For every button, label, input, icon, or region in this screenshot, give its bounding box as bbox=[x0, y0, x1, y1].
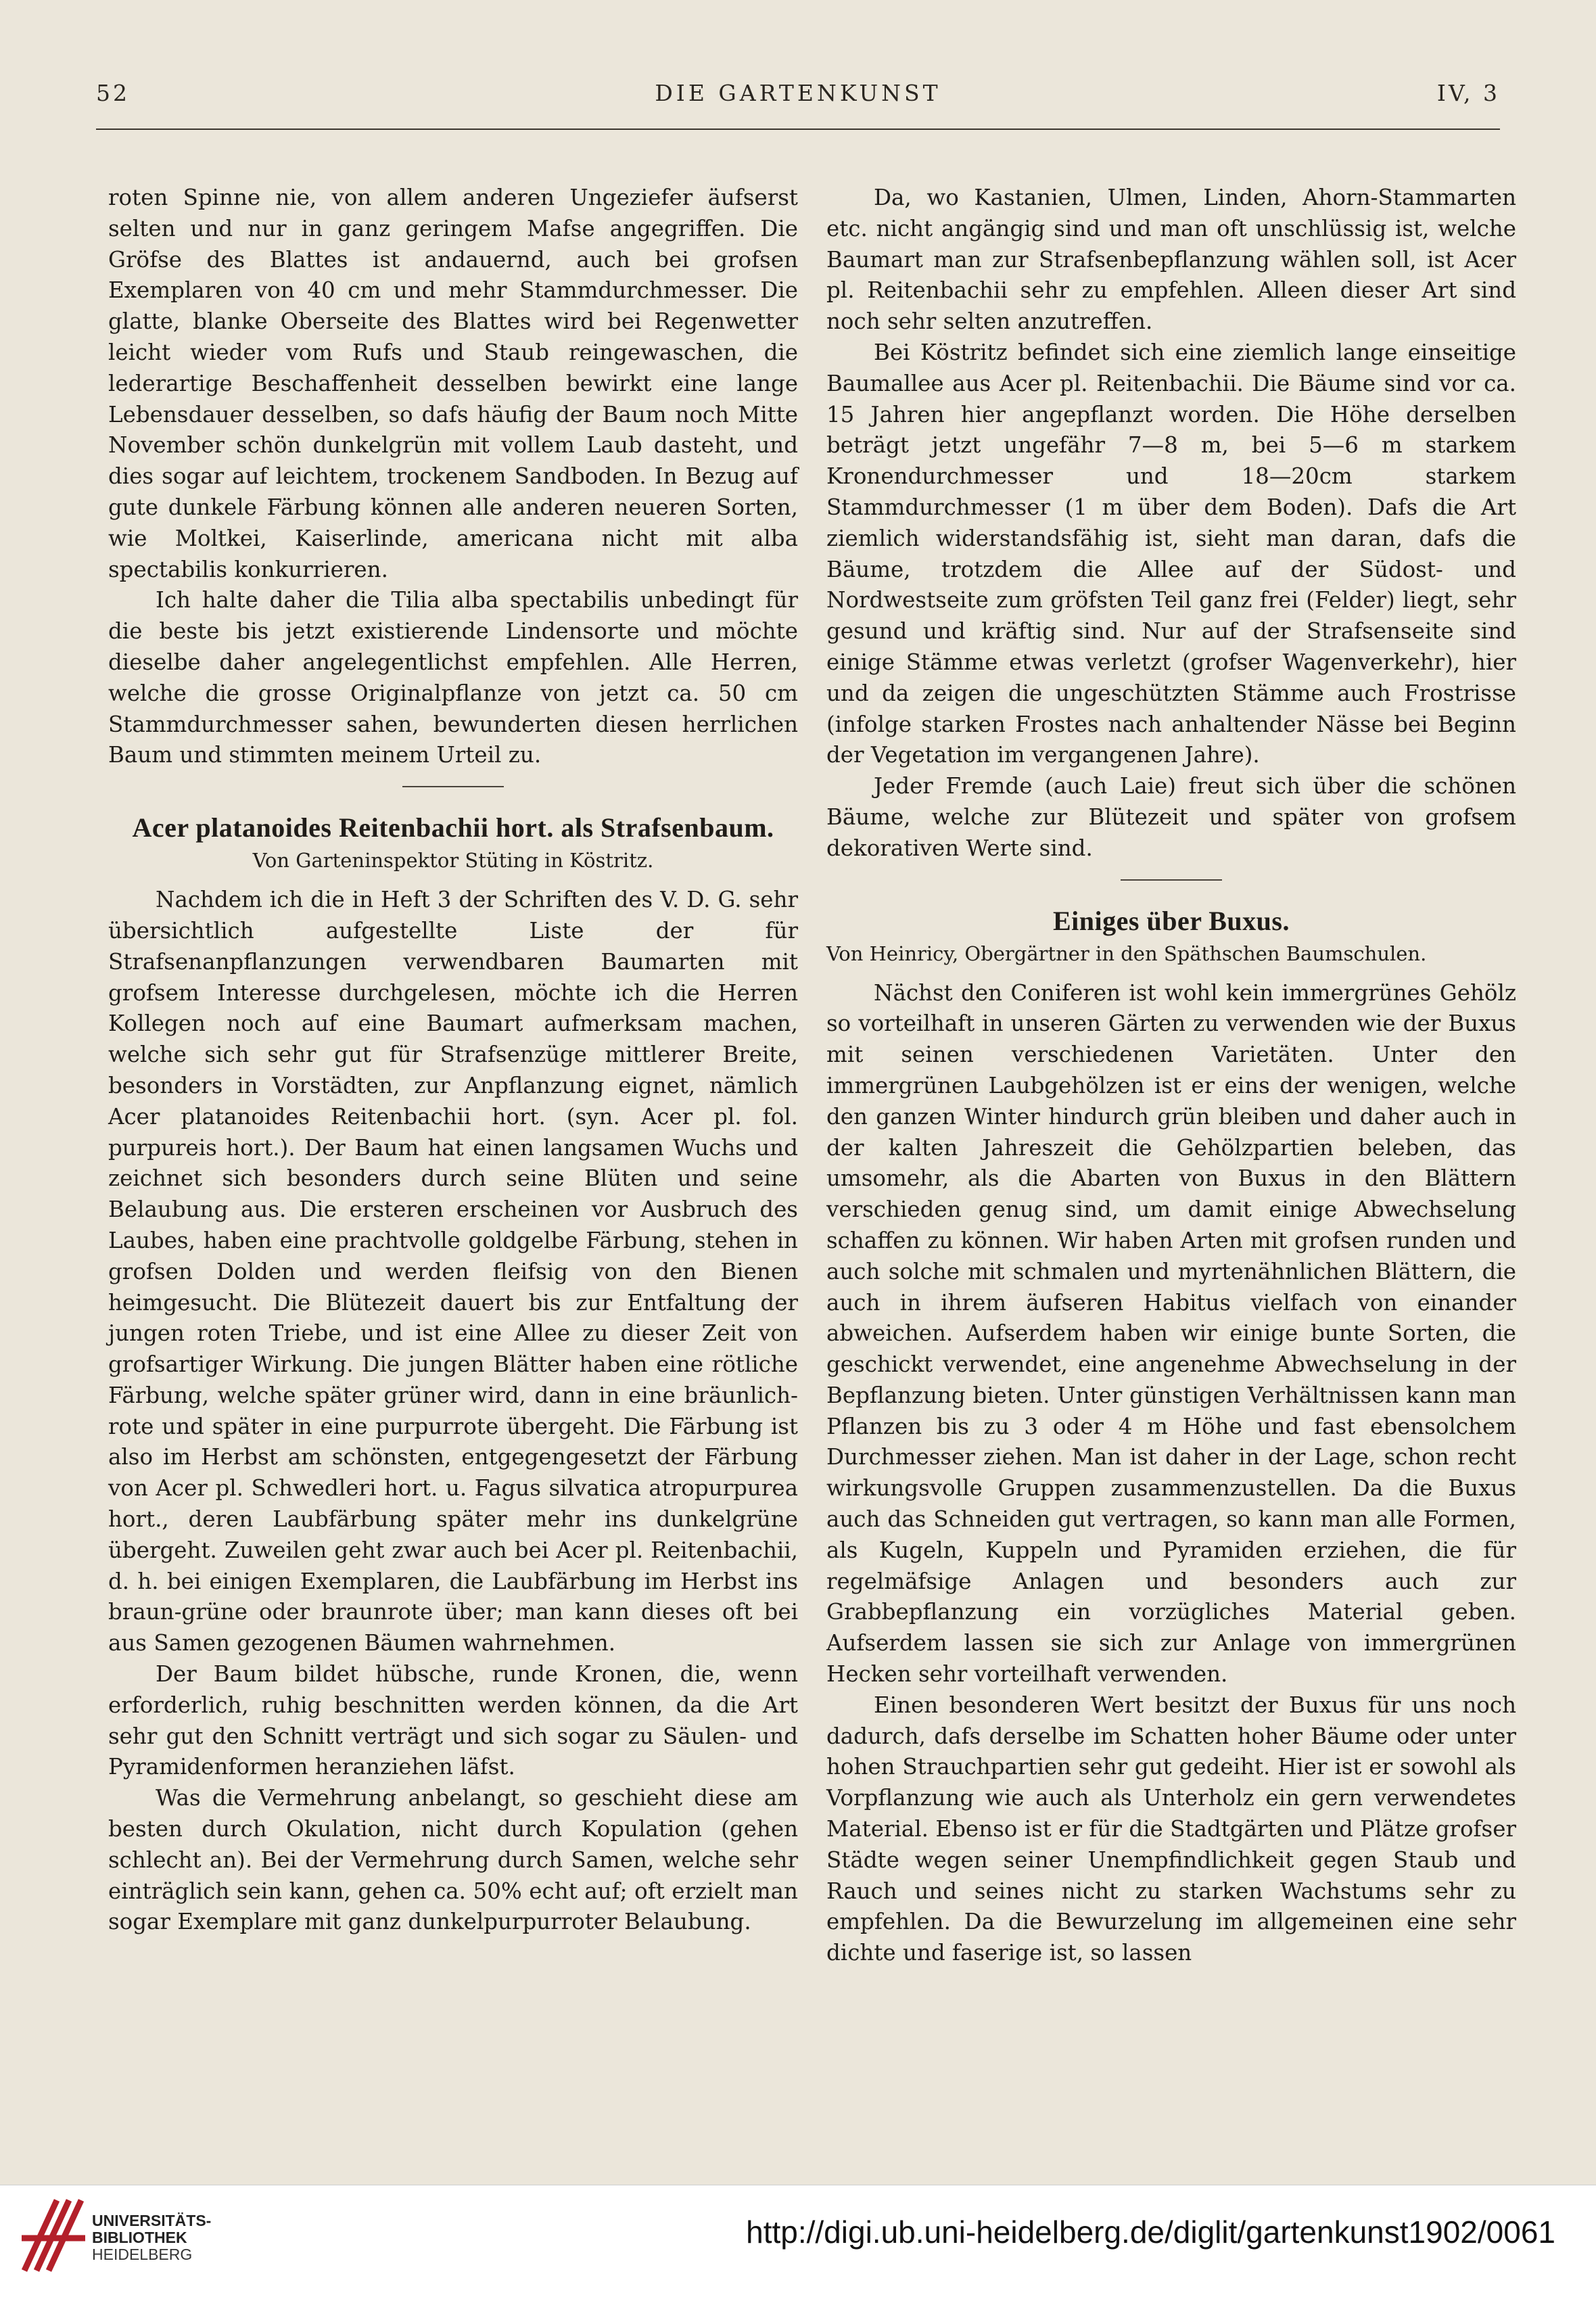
article-byline: Von Heinricy, Obergärtner in den Späthschen Baumschulen. bbox=[826, 942, 1427, 965]
journal-title: DIE GARTENKUNST bbox=[655, 80, 941, 106]
section-divider bbox=[402, 786, 504, 787]
article-byline: Von Garteninspektor Stüting in Köstritz. bbox=[252, 849, 654, 873]
paragraph: roten Spinne nie, von allem anderen Ungeziefer äufserst selten und nur in ganz geringem Mafse angegriffen. Die Gröfse des Blattes ist andauernd, auch bei grofsen Exemplaren von 40 cm und mehr Stammdurchmesser. Die glatte, blanke Oberseite des Blattes wird bei Regenwetter leicht wieder vom Rufs und Staub reingewaschen, die lederartige Beschaffenheit desselben bewirkt eine lange Lebensdauer desselben, so dafs häufig der Baum noch Mitte November schön dunkelgrün mit vollem Laub dasteht, und dies sogar auf leichtem, trockenem Sandboden. In Bezug auf gute dunkele Färbung können alle anderen neueren Sorten, wie Moltkei, Kaiserlinde, americana nicht mit alba spectabilis konkurrieren. bbox=[108, 185, 798, 582]
header-rule bbox=[96, 129, 1500, 130]
paragraph: Da, wo Kastanien, Ulmen, Linden, Ahorn-Stammarten etc. nicht angängig sind und man oft unschlüssig ist, welche Baumart man zur Strafsenbepflanzung wählen soll, ist Acer pl. Reitenbachii sehr zu empfehlen. Alleen dieser Art sind noch sehr selten anzutreffen. bbox=[826, 185, 1516, 335]
right-column bbox=[826, 183, 1516, 1969]
digitization-footer bbox=[0, 2185, 1596, 2299]
page-number: 52 bbox=[96, 80, 130, 106]
section-divider bbox=[1121, 879, 1222, 881]
article-title: Einiges über Buxus. bbox=[1053, 905, 1290, 936]
paragraph: Ich halte daher die Tilia alba spectabilis unbedingt für die beste bis jetzt existierende Lindensorte und möchte dieselbe daher angelegentlichst empfehlen. Alle Herren, welche die grosse Originalpflanze von jetzt ca. 50 cm Stammdurchmesser sahen, bewunderten diesen herrlichen Baum und stimmten meinem Urteil zu. bbox=[108, 587, 798, 768]
left-column bbox=[108, 183, 798, 1938]
paragraph: Einen besonderen Wert besitzt der Buxus für uns noch dadurch, dafs derselbe im Schatten hoher Bäume oder unter hohen Strauchpartien sehr gut gedeiht. Hier ist er sowohl als Vorpflanzung wie auch als Unterholz ein gern verwendetes Material. Ebenso ist er für die Stadtgärten und Plätze grofser Städte wegen seiner Unempfindlichkeit gegen Staub und Rauch und seines nicht zu starken Wachstums sehr zu empfehlen. Da die Bewurzelung im allgemeinen eine sehr dichte und faserige ist, so lassen bbox=[826, 1692, 1516, 1966]
paragraph: Was die Vermehrung anbelangt, so geschieht diese am besten durch Okulation, nicht durch Kopulation (gehen schlecht an). Bei der Vermehrung durch Samen, welche sehr einträglich sein kann, gehen ca. 50% echt auf; oft erzielt man sogar Exemplare mit ganz dunkelpurpurroter Belaubung. bbox=[108, 1785, 798, 1935]
library-name: UNIVERSITÄTS- BIBLIOTHEK HEIDELBERG bbox=[92, 2212, 212, 2263]
paragraph: Jeder Fremde (auch Laie) freut sich über die schönen Bäume, welche zur Blütezeit und später von grofsem dekorativen Werte sind. bbox=[826, 773, 1516, 861]
university-library-logo-icon bbox=[16, 2195, 91, 2279]
running-header bbox=[96, 80, 1500, 115]
paragraph: Der Baum bildet hübsche, runde Kronen, die, wenn erforderlich, ruhig beschnitten werden können, da die Art sehr gut den Schnitt verträgt und sich sogar zu Säulen- und Pyramidenformen heranziehen läfst. bbox=[108, 1661, 798, 1780]
paragraph: Bei Köstritz befindet sich eine ziemlich lange einseitige Baumallee aus Acer pl. Reitenbachii. Die Bäume sind vor ca. 15 Jahren hier angepflanzt worden. Die Höhe derselben beträgt jetzt ungefähr 7—8 m, bei 5—6 m starkem Kronendurchmesser und 18—20cm starkem Stammdurchmesser (1 m über dem Boden). Dafs die Art ziemlich widerstandsfähig ist, sieht man daran, dafs die Bäume, trotzdem die Allee auf der Südost- und Nordwestseite zum gröfsten Teil ganz frei (Felder) liegt, sehr gesund und kräftig sind. Nur auf der Strafsenseite sind einige Stämme etwas verletzt (grofser Wagenverkehr), hier und da zeigen die ungeschützten Stämme auch Frostrisse (infolge starken Frostes nach anhaltender Nässe bei Beginn der Vegetation im vergangenen Jahre). bbox=[826, 339, 1516, 768]
article-title: Acer platanoides Reitenbachii hort. als Strafsenbaum. bbox=[132, 812, 774, 843]
permalink-url[interactable]: http://digi.ub.uni-heidelberg.de/diglit/gartenkunst1902/0061 bbox=[746, 2214, 1555, 2250]
paragraph: Nachdem ich die in Heft 3 der Schriften des V. D. G. sehr übersichtlich aufgestellte Liste der für Strafsenanpflanzungen verwendbaren Baumarten mit grofsem Interesse durchgelesen, möchte ich die Herren Kollegen noch auf eine Baumart aufmerksam machen, welche sich sehr gut für Strafsenzüge mittlerer Breite, besonders in Vorstädten, zur Anpflanzung eignet, nämlich Acer platanoides Reitenbachii hort. (syn. Acer pl. fol. purpureis hort.). Der Baum hat einen langsamen Wuchs und zeichnet sich besonders durch seine Blüten und seine Belaubung aus. Die ersteren erscheinen vor Ausbruch des Laubes, haben eine prachtvolle goldgelbe Färbung, stehen in grofsen Dolden und werden fleifsig von den Bienen heimgesucht. Die Blütezeit dauert bis zur Entfaltung der jungen roten Triebe, und ist eine Allee zu dieser Zeit von grofsartiger Wirkung. Die jungen Blätter haben eine rötliche Färbung, welche später grüner wird, dann in eine bräunlich-rote und später in eine purpurrote übergeht. Die Färbung ist also im Herbst am schönsten, entgegengesetzt der Färbung von Acer pl. Schwedleri hort. u. Fagus silvatica atropurpurea hort., deren Laubfärbung später mehr ins dunkelgrüne übergeht. Zuweilen geht zwar auch bei Acer pl. Reitenbachii, d. h. bei einigen Exemplaren, die Laubfärbung im Herbst ins braun-grüne oder braunrote über; man kann dieses oft bei aus Samen gezogenen Bäumen wahrnehmen. bbox=[108, 887, 798, 1656]
issue-number: IV, 3 bbox=[1436, 80, 1500, 106]
paragraph: Nächst den Coniferen ist wohl kein immergrünes Gehölz so vorteilhaft in unseren Gärten zu verwenden wie der Buxus mit seinen verschiedenen Varietäten. Unter den immergrünen Laubgehölzen ist er eins der wenigen, welche den ganzen Winter hindurch grün bleiben und daher auch in der kalten Jahreszeit die Gehölzpartien beleben, das umsomehr, als die Abarten von Buxus in den Blättern verschieden genug sind, um damit einige Abwechselung schaffen zu können. Wir haben Arten mit grofsen runden und auch solche mit schmalen und myrtenähnlichen Blättern, die auch in ihrem äufseren Habitus vielfach von einander abweichen. Aufserdem haben wir einige bunte Sorten, die geschickt verwendet, eine angenehme Abwechselung in der Bepflanzung bieten. Unter günstigen Verhältnissen kann man Pflanzen bis zu 3 oder 4 m Höhe und fast ebensolchem Durchmesser ziehen. Man ist daher in der Lage, schon recht wirkungsvolle Gruppen zusammenzustellen. Da die Buxus auch das Schneiden gut vertragen, so kann man alle Formen, als Kugeln, Kuppeln und Pyramiden erziehen, die für regelmäfsige Anlagen und besonders auch zur Grabbepflanzung ein vorzügliches Material geben. Aufserdem lassen sie sich zur Anlage von immergrünen Hecken sehr vorteilhaft verwenden. bbox=[826, 979, 1516, 1688]
